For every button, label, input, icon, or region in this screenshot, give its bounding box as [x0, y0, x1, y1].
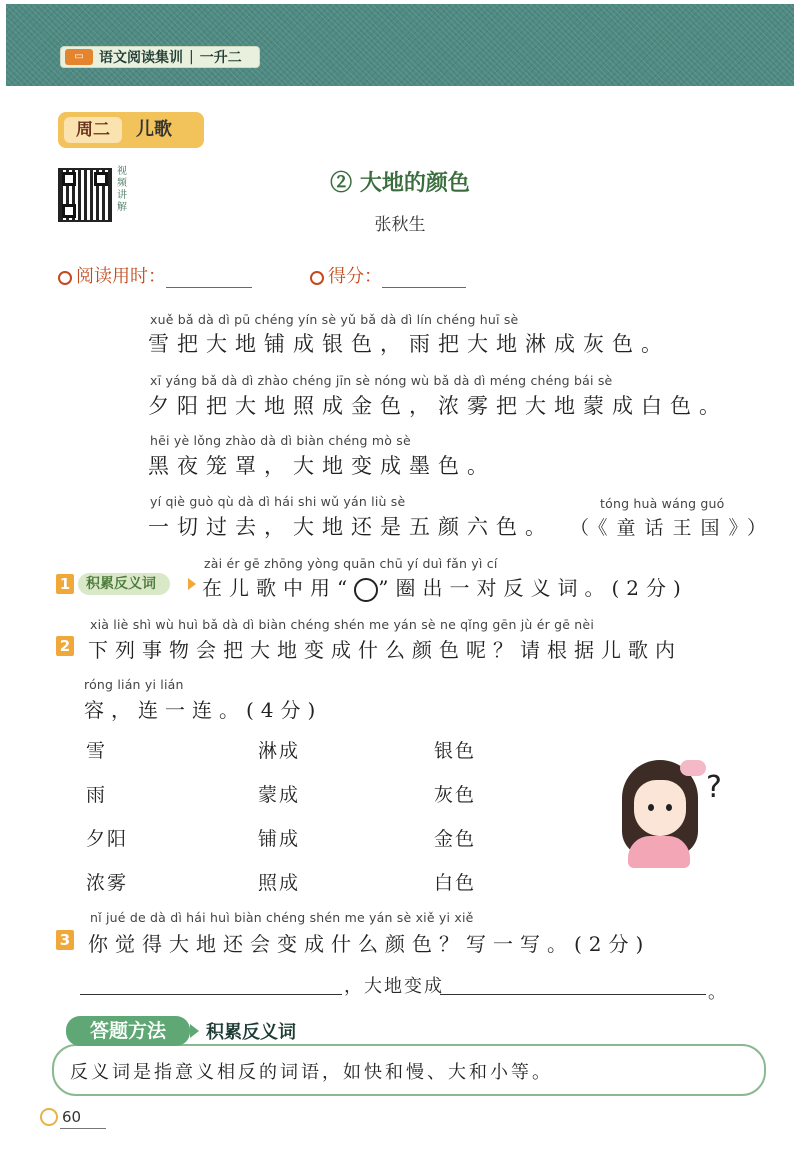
question-text: 容，连一连。(4分)	[84, 698, 323, 722]
match-right-item[interactable]: 银色	[434, 740, 477, 762]
clock-icon	[58, 271, 72, 285]
week-genre: 儿歌	[136, 119, 172, 140]
method-subtitle: 积累反义词	[206, 1022, 296, 1043]
match-right-item[interactable]: 白色	[434, 872, 477, 894]
grade-label: 一升二	[199, 50, 242, 66]
poem-line-pinyin: xī yáng bǎ dà dì zhào chéng jīn sè nóng wù bǎ dà dì méng chéng bái sè	[150, 373, 613, 388]
question-pinyin: róng lián yi lián	[84, 677, 184, 692]
answer-blank-2[interactable]	[440, 994, 706, 995]
match-left-item[interactable]: 雪	[86, 740, 108, 762]
poem-source: （《童话王国》）	[570, 517, 776, 539]
question-pinyin: xià liè shì wù huì bǎ dà dì biàn chéng shén me yán sè ne qǐng gēn jù ér gē nèi	[90, 617, 594, 632]
question-pinyin: nǐ jué de dà dì hái huì biàn chéng shén me yán sè xiě yi xiě	[90, 910, 474, 925]
method-text: 反义词是指意义相反的词语，如快和慢、大和小等。	[70, 1062, 553, 1083]
method-tag: 答题方法	[66, 1016, 190, 1046]
match-right-item[interactable]: 灰色	[434, 784, 477, 806]
series-tag	[60, 46, 260, 68]
poem-line: 夕阳把大地照成金色，浓雾把大地蒙成白色。	[148, 394, 728, 418]
match-left-item[interactable]: 浓雾	[86, 872, 129, 894]
match-right-item[interactable]: 金色	[434, 828, 477, 850]
sun-icon	[40, 1108, 58, 1126]
top-banner	[6, 4, 794, 86]
question-mark-icon: ?	[706, 770, 722, 805]
match-left-item[interactable]: 夕阳	[86, 828, 129, 850]
match-left-item[interactable]: 雨	[86, 784, 108, 806]
fill-end: 。	[708, 982, 726, 1003]
poem-line-pinyin: xuě bǎ dà dì pū chéng yín sè yǔ bǎ dà dì lín chéng huī sè	[150, 312, 519, 327]
poem-line-pinyin: yí qiè guò qù dà dì hái shi wǔ yán liù sè	[150, 494, 406, 509]
question-pinyin: zài ér gē zhōng yòng quān chū yí duì fǎn yì cí	[204, 556, 498, 571]
poem-line-pinyin: hēi yè lǒng zhào dà dì biàn chéng mò sè	[150, 433, 411, 448]
match-middle-item[interactable]: 淋成	[258, 740, 301, 762]
girl-body	[628, 836, 690, 868]
video-explain-label: 视 频 讲 解	[117, 166, 127, 213]
circle-icon	[354, 578, 378, 602]
question-number: 2	[56, 636, 74, 656]
question-number: 1	[56, 574, 74, 594]
week-day: 周二	[64, 117, 122, 143]
fill-text: ，大地变成	[344, 976, 444, 997]
answer-blank-1[interactable]	[80, 994, 342, 995]
match-middle-item[interactable]: 照成	[258, 872, 301, 894]
girl-face	[634, 780, 686, 836]
poem-line: 一切过去，大地还是五颜六色。	[148, 515, 554, 539]
question-tag: 积累反义词	[78, 573, 170, 595]
match-middle-item[interactable]: 铺成	[258, 828, 301, 850]
page-number: 60	[62, 1108, 82, 1126]
tag-arrow-icon	[188, 578, 196, 590]
poem-line: 黑夜笼罩，大地变成墨色。	[148, 454, 496, 478]
poem-author: 张秋生	[374, 215, 426, 235]
source-pinyin: tóng huà wáng guó	[600, 496, 725, 511]
hair-bow	[680, 760, 706, 776]
reading-time: 阅读用时：	[58, 262, 252, 288]
score: 得分：	[310, 262, 466, 288]
series-title: 语文阅读集训	[99, 50, 183, 66]
method-arrow-icon	[190, 1024, 199, 1038]
score-field[interactable]	[382, 268, 466, 288]
question-text: 下列事物会把大地变成什么颜色呢？请根据儿歌内	[88, 638, 682, 662]
question-text: 你觉得大地还会变成什么颜色？写一写。(2分)	[88, 932, 651, 956]
page-underline	[60, 1128, 106, 1129]
series-separator: |	[189, 49, 194, 65]
check-icon	[310, 271, 324, 285]
book-icon: ▭	[65, 49, 93, 65]
poem-line: 雪把大地铺成银色，雨把大地淋成灰色。	[148, 332, 670, 356]
reading-time-field[interactable]	[166, 268, 252, 288]
match-middle-item[interactable]: 蒙成	[258, 784, 301, 806]
poem-title: ② 大地的颜色	[330, 170, 470, 196]
question-text: 在儿歌中用“ ”圈出一对反义词。(2分)	[202, 576, 688, 600]
question-number: 3	[56, 930, 74, 950]
